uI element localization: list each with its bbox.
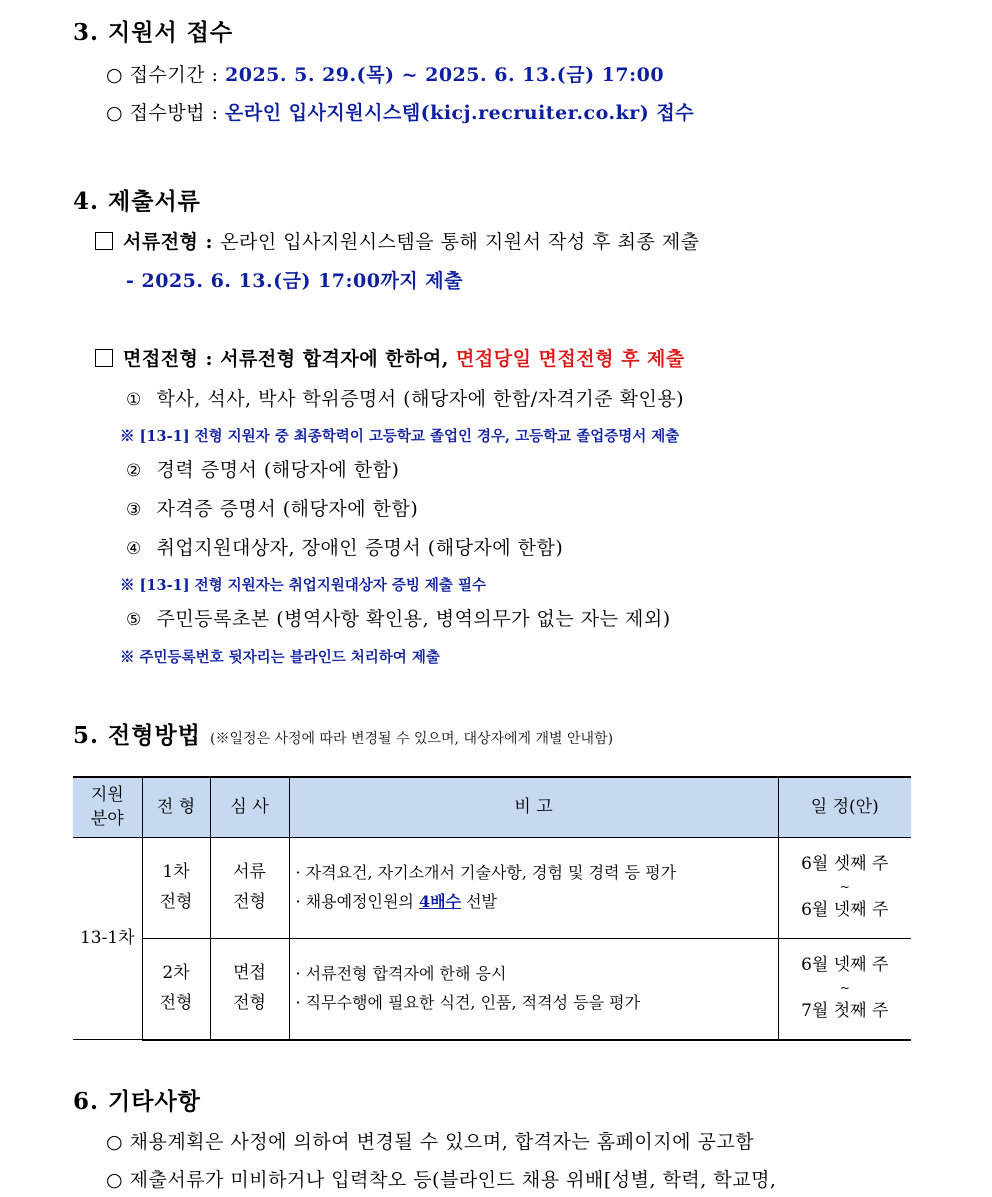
header-schedule: 일 정(안) [778, 777, 911, 838]
remark-line: · 채용예정인원의 4배수 선발 [295, 892, 497, 911]
stage-cell: 2차 전형 [142, 939, 210, 1040]
schedule-cell: 6월 셋째 주 ~ 6월 넷째 주 [778, 838, 911, 939]
application-period [106, 60, 664, 87]
application-method-value: 온라인 입사지원시스템(kicj.recruiter.co.kr) 접수 [225, 102, 695, 124]
header-remarks: 비 고 [289, 777, 778, 838]
document-screening-text: 온라인 입사지원시스템을 통해 지원서 작성 후 최종 제출 [220, 231, 700, 253]
remark-line: · 서류전형 합격자에 한해 응시 [295, 963, 507, 983]
item-number: ① [126, 390, 142, 410]
item-number: ④ [126, 539, 142, 559]
interview-screening-label: 면접전형 : 서류전형 합격자에 한하여, [123, 348, 457, 370]
item-text: 취업지원대상자, 장애인 증명서 (해당자에 한함) [156, 537, 564, 559]
application-period-value: 2025. 5. 29.(목) ~ 2025. 6. 13.(금) 17:00 [225, 64, 665, 86]
interview-screening-red-text: 면접당일 면접전형 후 제출 [456, 348, 685, 370]
item-text: 자격증 증명서 (해당자에 한함) [156, 498, 419, 520]
table-row [73, 838, 911, 939]
checkbox-square-icon [95, 349, 113, 367]
doc-item-3 [126, 494, 418, 521]
schedule-cell: 6월 넷째 주 ~ 7월 첫째 주 [778, 939, 911, 1040]
header-review: 심 사 [210, 777, 289, 838]
stage-cell: 1차 전형 [142, 838, 210, 939]
item-text: 학사, 석사, 박사 학위증명서 (해당자에 한함/자격기준 확인용) [156, 388, 685, 410]
remarks-cell [289, 838, 778, 939]
emphasis-4x: 4배수 [418, 892, 461, 911]
doc-item-5 [126, 604, 671, 631]
interview-screening [95, 344, 685, 371]
document-screening [95, 227, 700, 254]
checkbox-square-icon [95, 232, 113, 250]
section-5-subtitle: (※일정은 사정에 따라 변경될 수 있으며, 대상자에게 개별 안내함) [209, 731, 614, 747]
note-2: ※ [13-1] 전형 지원자는 취업지원대상자 증빙 제출 필수 [120, 577, 486, 594]
review-cell: 서류 전형 [210, 838, 289, 939]
item-number: ⑤ [126, 610, 142, 630]
doc-item-4 [126, 533, 563, 560]
note-1: ※ [13-1] 전형 지원자 중 최종학력이 고등학교 졸업인 경우, 고등학교 졸업증명서 제출 [120, 428, 680, 445]
note-3: ※ 주민등록번호 뒷자리는 블라인드 처리하여 제출 [120, 649, 440, 666]
header-stage: 전 형 [142, 777, 210, 838]
document-deadline: - 2025. 6. 13.(금) 17:00까지 제출 [126, 270, 463, 292]
remarks-cell [289, 939, 778, 1040]
remark-line: · 직무수행에 필요한 식견, 인품, 적격성 등을 평가 [295, 992, 641, 1012]
review-cell: 면접 전형 [210, 939, 289, 1040]
selection-table [73, 776, 911, 1041]
document-screening-label: 서류전형 : [123, 231, 221, 253]
section-5-header [73, 717, 613, 750]
remark-line: · 자격요건, 자기소개서 기술사항, 경험 및 경력 등 평가 [295, 863, 677, 883]
application-method [106, 98, 694, 125]
section-4-title: 4. 제출서류 [73, 188, 201, 215]
doc-item-2 [126, 455, 399, 482]
section-5-title: 5. 전형방법 [73, 722, 201, 749]
table-header-row [73, 777, 911, 838]
item-text: 경력 증명서 (해당자에 한함) [156, 459, 400, 481]
application-period-label: ○ 접수기간 : [106, 64, 226, 86]
misc-item-1: ○ 채용계획은 사정에 의하여 변경될 수 있으며, 합격자는 홈페이지에 공고함 [106, 1131, 755, 1153]
header-field: 지원 분야 [73, 777, 142, 838]
doc-item-1 [126, 384, 684, 411]
table-row [73, 939, 911, 1040]
misc-item-2: ○ 제출서류가 미비하거나 입력착오 등(블라인드 채용 위배[성별, 학력, 학교명, [106, 1169, 777, 1191]
field-cell: 13-1차 [73, 838, 142, 1040]
section-3-title: 3. 지원서 접수 [73, 19, 234, 46]
section-6-title: 6. 기타사항 [73, 1088, 201, 1115]
item-text: 주민등록초본 (병역사항 확인용, 병역의무가 없는 자는 제외) [156, 608, 671, 630]
application-method-label: ○ 접수방법 : [106, 102, 226, 124]
item-number: ② [126, 461, 142, 481]
item-number: ③ [126, 500, 142, 520]
